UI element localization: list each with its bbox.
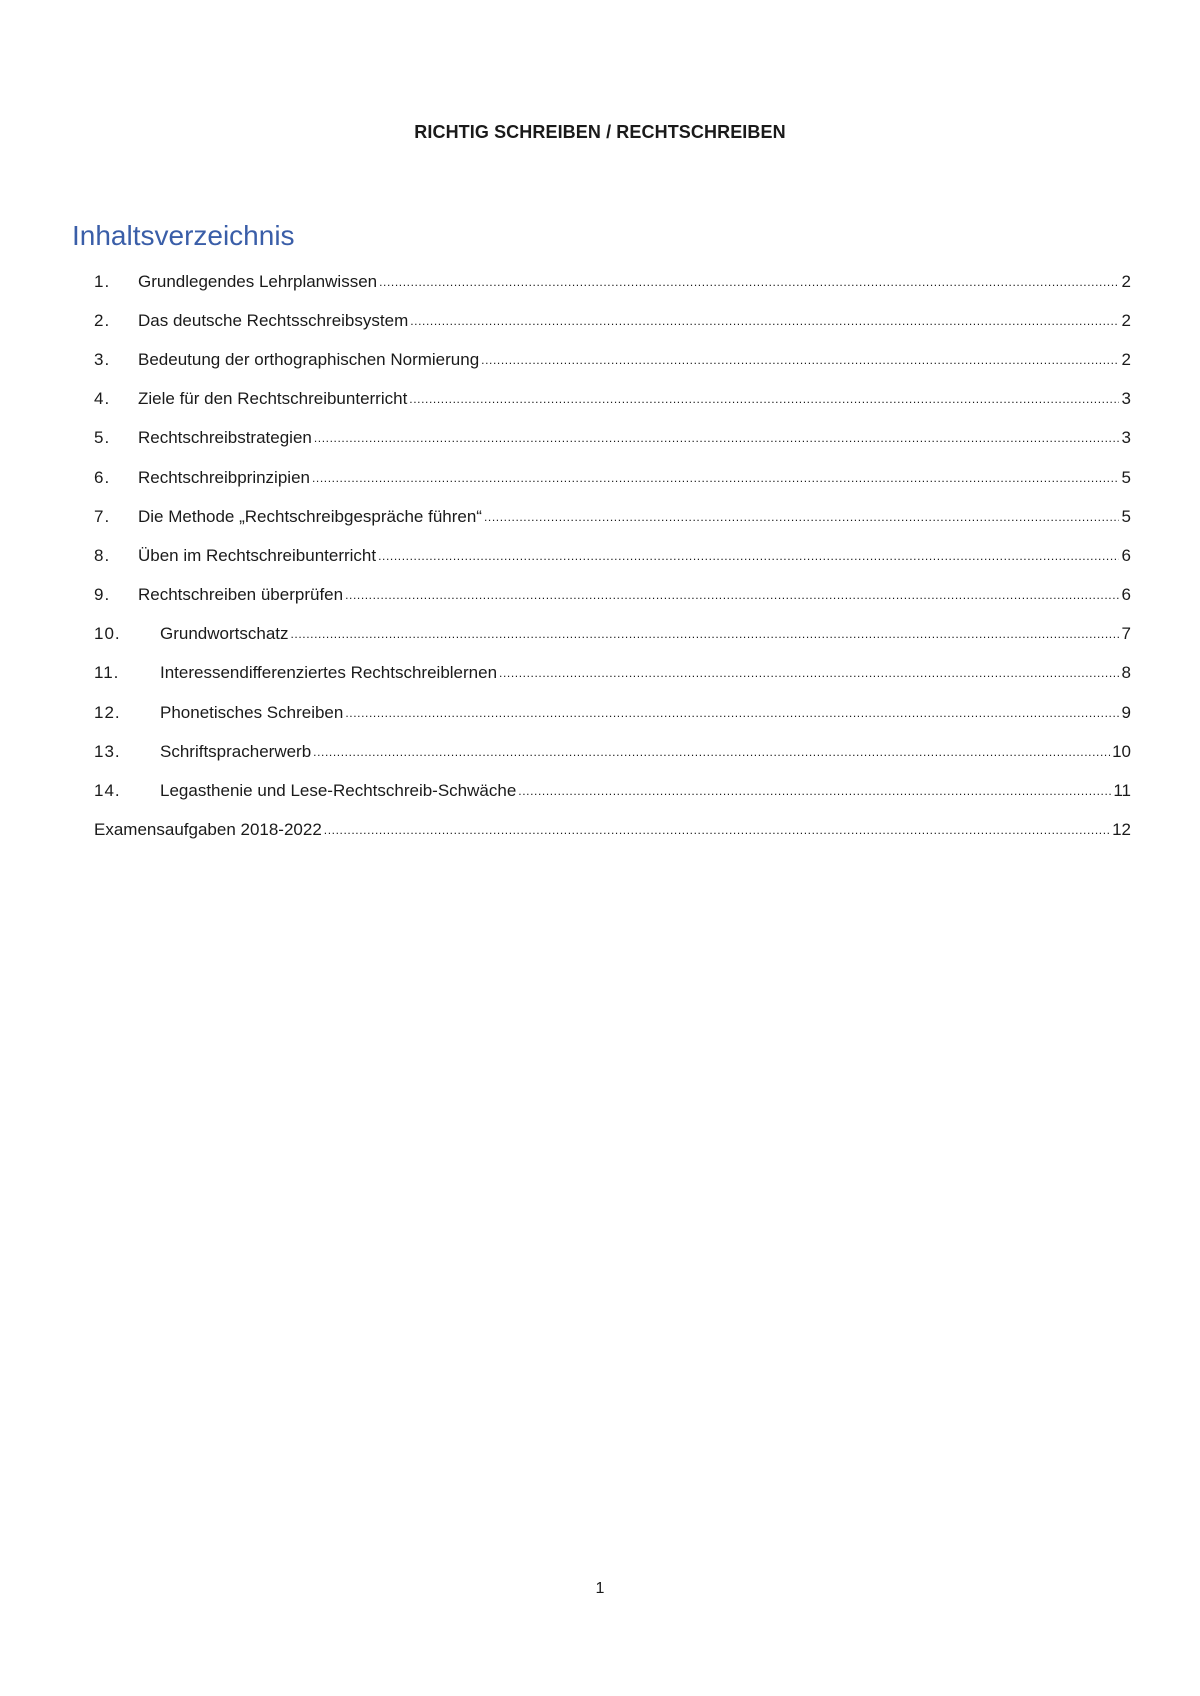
toc-dot-leader <box>410 312 1119 332</box>
toc-entry-page: 11 <box>1113 781 1131 801</box>
toc-entry-title: Interessendifferenziertes Rechtschreiblernen <box>160 663 498 683</box>
toc-entry-number: 4. <box>94 389 111 409</box>
toc-entry[interactable] <box>94 693 1131 732</box>
toc-entry[interactable] <box>94 654 1131 693</box>
toc-dot-leader <box>378 547 1119 567</box>
toc-entry[interactable] <box>94 262 1131 301</box>
toc-entry-page: 5 <box>1121 506 1131 526</box>
table-of-contents <box>94 262 1131 850</box>
toc-dot-leader <box>312 469 1119 489</box>
toc-dot-leader <box>314 429 1119 449</box>
toc-entry-page: 3 <box>1121 389 1131 409</box>
toc-entry-page: 8 <box>1121 663 1131 683</box>
toc-entry-number: 6. <box>94 467 111 487</box>
toc-dot-leader <box>379 273 1119 293</box>
toc-entry-page: 7 <box>1121 624 1131 644</box>
toc-entry[interactable] <box>94 380 1131 419</box>
toc-entry[interactable] <box>94 771 1131 810</box>
toc-entry-number: 13. <box>94 741 121 761</box>
toc-dot-leader <box>345 704 1119 724</box>
toc-entry-title: Das deutsche Rechtsschreibsystem <box>138 310 409 330</box>
toc-entry[interactable] <box>94 458 1131 497</box>
toc-entry-number: 8. <box>94 545 111 565</box>
toc-entry-number: 9. <box>94 585 111 605</box>
toc-entry-number: 10. <box>94 624 121 644</box>
toc-entry[interactable] <box>94 811 1131 850</box>
toc-entry-number: 2. <box>94 310 111 330</box>
toc-dot-leader <box>481 351 1119 371</box>
toc-entry-title: Rechtschreibprinzipien <box>138 467 310 487</box>
toc-entry-page: 6 <box>1121 585 1131 605</box>
toc-entry-title: Grundlegendes Lehrplanwissen <box>138 271 378 291</box>
toc-dot-leader <box>409 390 1119 410</box>
toc-heading: Inhaltsverzeichnis <box>72 220 295 251</box>
toc-entry[interactable] <box>94 419 1131 458</box>
toc-entry-number: 1. <box>94 271 111 291</box>
toc-entry[interactable] <box>94 732 1131 771</box>
toc-entry-number: 3. <box>94 349 111 369</box>
toc-dot-leader <box>313 743 1110 763</box>
toc-entry-title: Examensaufgaben 2018-2022 <box>94 820 322 840</box>
page-number: 1 <box>595 1580 605 1597</box>
toc-entry-title: Rechtschreiben überprüfen <box>138 585 344 605</box>
toc-entry[interactable] <box>94 536 1131 575</box>
toc-dot-leader <box>499 664 1119 684</box>
toc-dot-leader <box>324 821 1110 841</box>
toc-entry-number: 5. <box>94 428 111 448</box>
toc-entry-number: 12. <box>94 702 121 722</box>
toc-dot-leader <box>345 586 1119 606</box>
toc-entry-page: 10 <box>1112 741 1131 761</box>
toc-entry-title: Phonetisches Schreiben <box>160 702 344 722</box>
toc-entry-title: Üben im Rechtschreibunterricht <box>138 545 377 565</box>
toc-entry-page: 12 <box>1112 820 1131 840</box>
toc-dot-leader <box>518 782 1111 802</box>
toc-entry[interactable] <box>94 497 1131 536</box>
toc-entry[interactable] <box>94 301 1131 340</box>
toc-entry-page: 2 <box>1121 271 1131 291</box>
toc-entry-page: 3 <box>1121 428 1131 448</box>
toc-entry-title: Schriftspracherwerb <box>160 741 312 761</box>
toc-entry[interactable] <box>94 340 1131 379</box>
toc-entry-title: Grundwortschatz <box>160 624 289 644</box>
toc-entry-number: 11. <box>94 663 120 683</box>
toc-entry-title: Legasthenie und Lese-Rechtschreib-Schwäche <box>160 781 517 801</box>
toc-entry-title: Die Methode „Rechtschreibgespräche führen“ <box>138 506 482 526</box>
document-title: RICHTIG SCHREIBEN / RECHTSCHREIBEN <box>414 122 786 142</box>
toc-entry[interactable] <box>94 576 1131 615</box>
toc-entry-page: 6 <box>1121 545 1131 565</box>
toc-entry-number: 14. <box>94 781 121 801</box>
toc-entry-title: Ziele für den Rechtschreibunterricht <box>138 389 408 409</box>
toc-entry[interactable] <box>94 615 1131 654</box>
toc-entry-title: Bedeutung der orthographischen Normierung <box>138 349 480 369</box>
toc-entry-page: 9 <box>1121 702 1131 722</box>
toc-dot-leader <box>291 625 1120 645</box>
toc-entry-page: 5 <box>1121 467 1131 487</box>
toc-entry-title: Rechtschreibstrategien <box>138 428 312 448</box>
toc-entry-number: 7. <box>94 506 111 526</box>
toc-entry-page: 2 <box>1121 310 1131 330</box>
toc-dot-leader <box>484 508 1119 528</box>
toc-entry-page: 2 <box>1121 349 1131 369</box>
